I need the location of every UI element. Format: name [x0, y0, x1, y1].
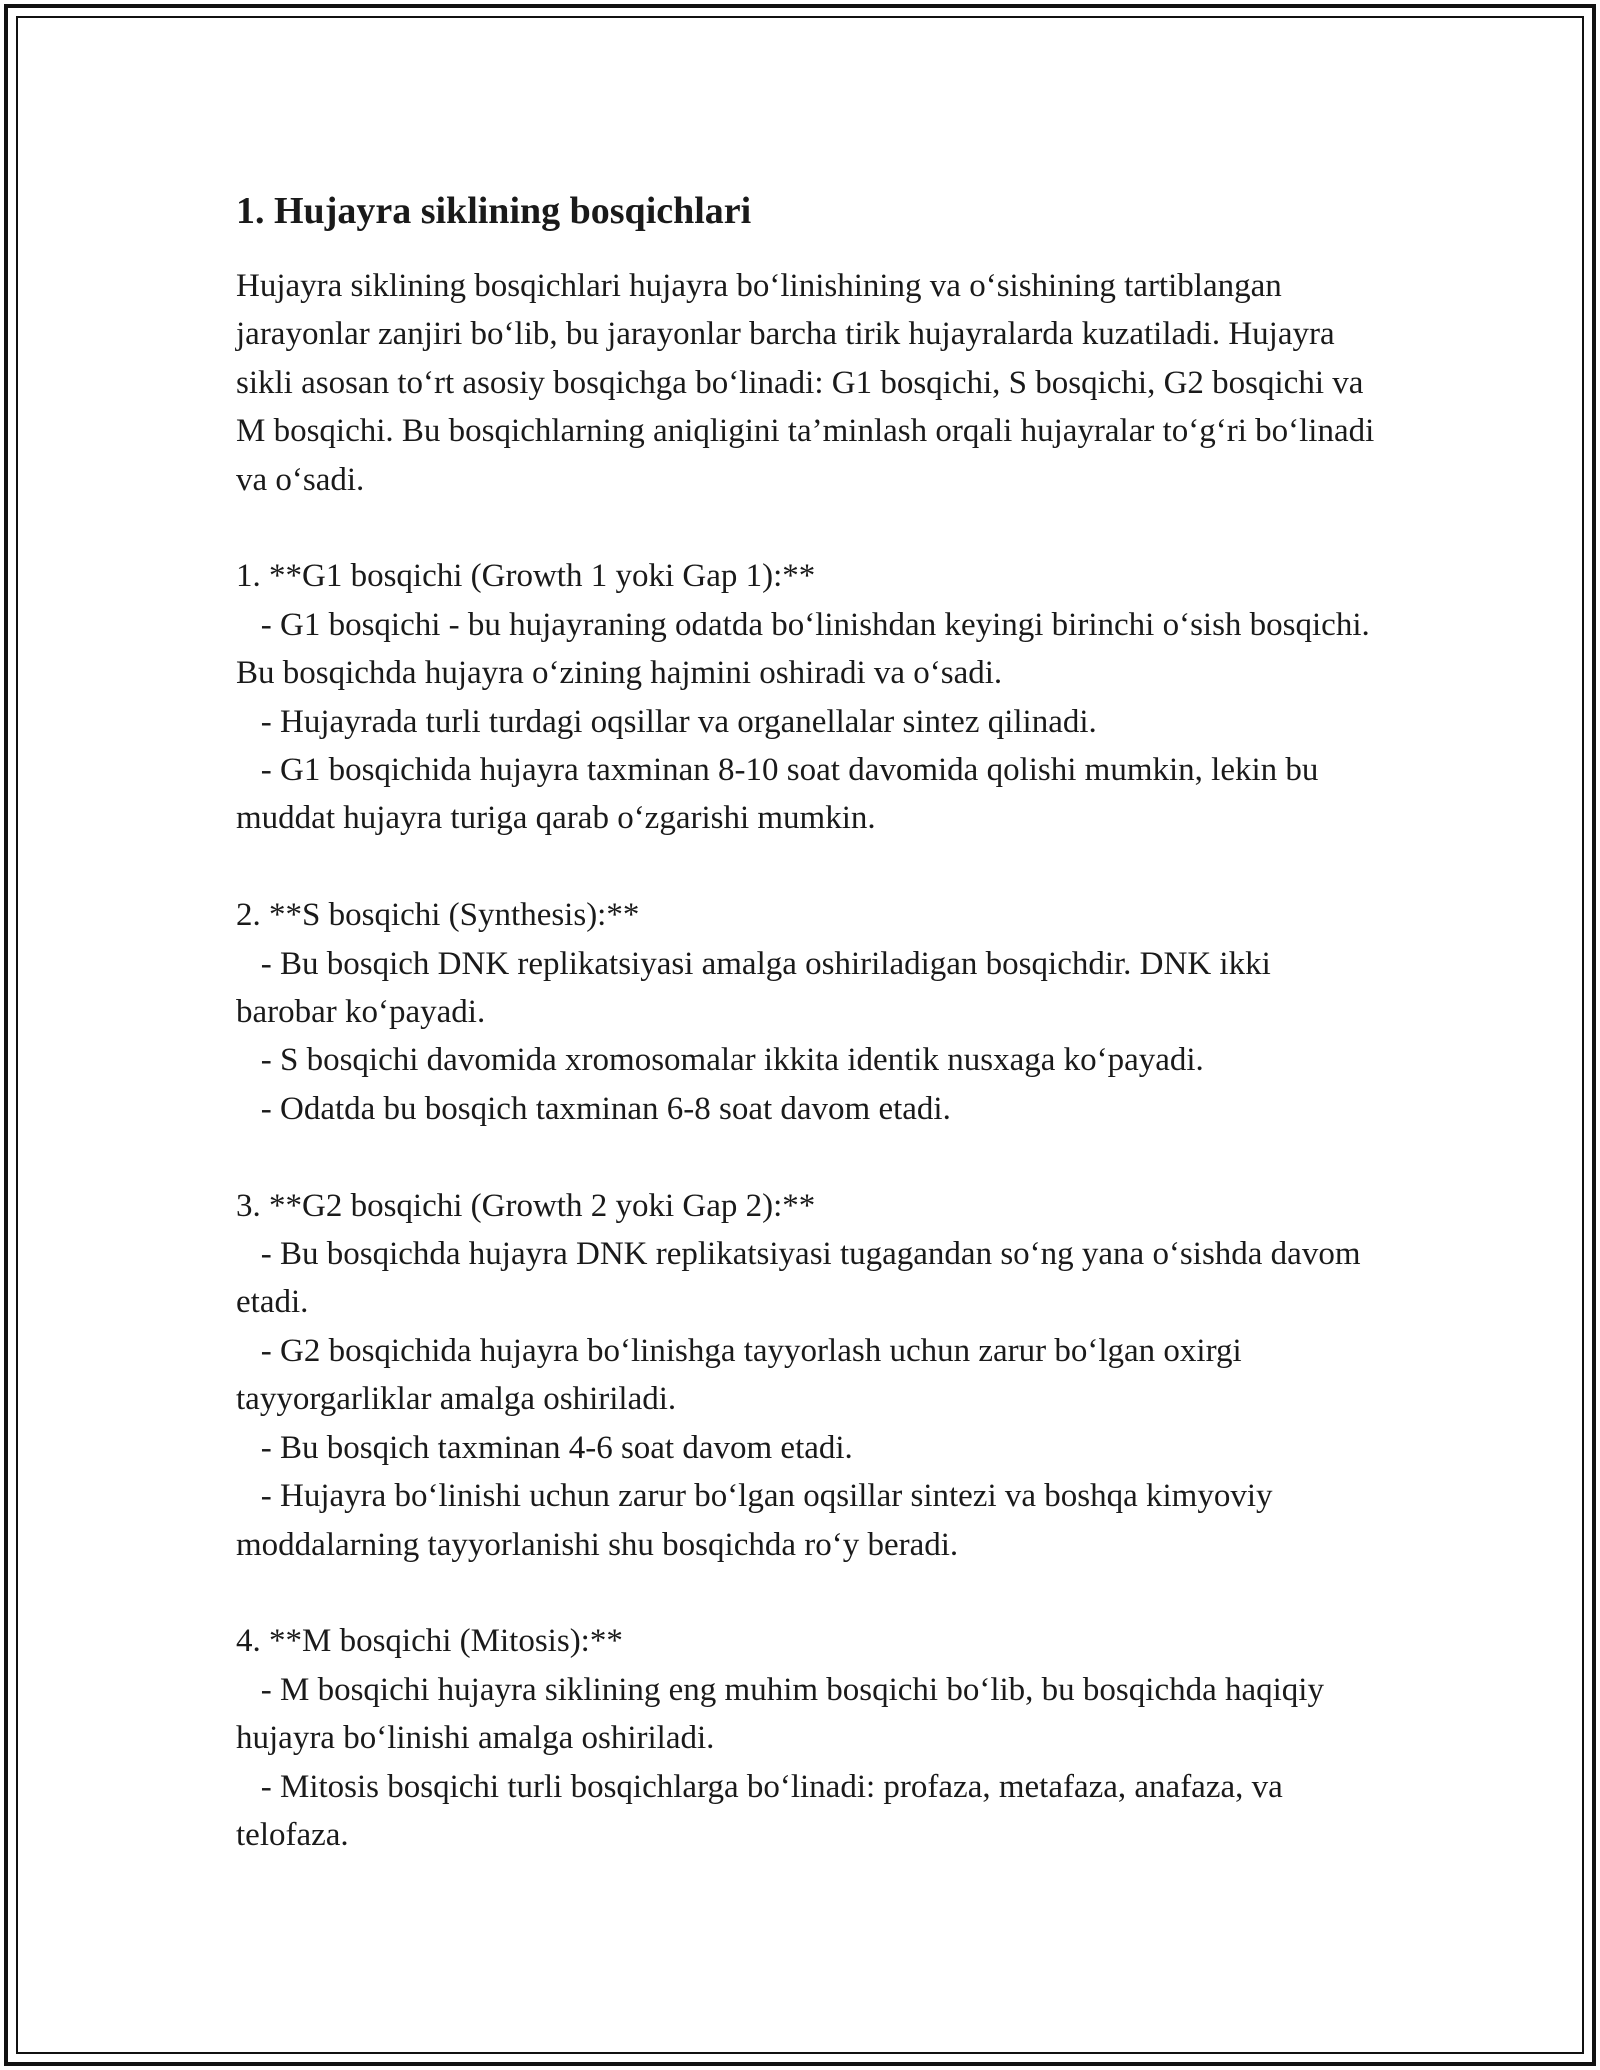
section-heading: 3. **G2 bosqichi (Growth 2 yoki Gap 2):** [236, 1187, 816, 1224]
list-item: - Bu bosqichda hujayra DNK replikatsiyasi tugagandan so‘ng yana o‘sishda davom etadi. [236, 1236, 1369, 1321]
section-heading: 4. **M bosqichi (Mitosis):** [236, 1623, 623, 1660]
list-item: - Bu bosqich taxminan 4-6 soat davom etadi. [236, 1429, 853, 1466]
list-item: - S bosqichi davomida xromosomalar ikkita identik nusxaga ko‘payadi. [236, 1042, 1204, 1079]
list-item: - Odatda bu bosqich taxminan 6-8 soat davom etadi. [236, 1090, 951, 1127]
intro-paragraph: Hujayra siklining bosqichlari hujayra bo‘linishining va o‘sishining tartiblangan jarayonlar zanjiri bo‘lib, bu jarayonlar barcha tirik hujayralarda kuzatiladi. Hujayra sikli asosan to‘rt asosiy bosqichga bo‘linadi: G1 bosqichi, S bosqichi, G2 bosqichi va M bosqichi. Bu bosqichlarning aniqligini ta’minlash orqali hujayralar to‘g‘ri bo‘linadi va o‘sadi. [236, 268, 1375, 498]
section-s [236, 891, 1376, 1133]
list-item: - M bosqichi hujayra siklining eng muhim bosqichi bo‘lib, bu bosqichda haqiqiy hujayra bo‘linishi amalga oshiriladi. [236, 1671, 1333, 1757]
document-body [236, 186, 1376, 1859]
list-item: - Bu bosqich DNK replikatsiyasi amalga oshiriladigan bosqichdir. DNK ikki barobar ko‘payadi. [236, 945, 1280, 1031]
document-title: 1. Hujayra siklining bosqichlari [236, 190, 752, 232]
list-item: - Hujayrada turli turdagi oqsillar va organellalar sintez qilinadi. [236, 703, 1097, 740]
list-item: - G1 bosqichi - bu hujayraning odatda bo‘linishdan keyingi birinchi o‘sish bosqichi. Bu bosqichda hujayra o‘zining hajmini oshiradi va o‘sadi. [236, 606, 1378, 692]
section-heading: 1. **G1 bosqichi (Growth 1 yoki Gap 1):** [236, 558, 816, 595]
section-m [236, 1617, 1376, 1859]
list-item: - Hujayra bo‘linishi uchun zarur bo‘lgan oqsillar sintezi va boshqa kimyoviy moddalarning tayyorlanishi shu bosqichda ro‘y beradi. [236, 1478, 1281, 1563]
list-item: - G2 bosqichida hujayra bo‘linishga tayyorlash uchun zarur bo‘lgan oxirgi tayyorgarliklar amalga oshiriladi. [236, 1332, 1250, 1418]
section-heading: 2. **S bosqichi (Synthesis):** [236, 897, 640, 934]
section-g2 [236, 1182, 1376, 1569]
list-item: - G1 bosqichida hujayra taxminan 8-10 soat davomida qolishi mumkin, lekin bu muddat hujayra turiga qarab o‘zgarishi mumkin. [236, 752, 1327, 837]
section-g1 [236, 552, 1376, 842]
list-item: - Mitosis bosqichi turli bosqichlarga bo‘linadi: profaza, metafaza, anafaza, va telofaza. [236, 1768, 1292, 1853]
